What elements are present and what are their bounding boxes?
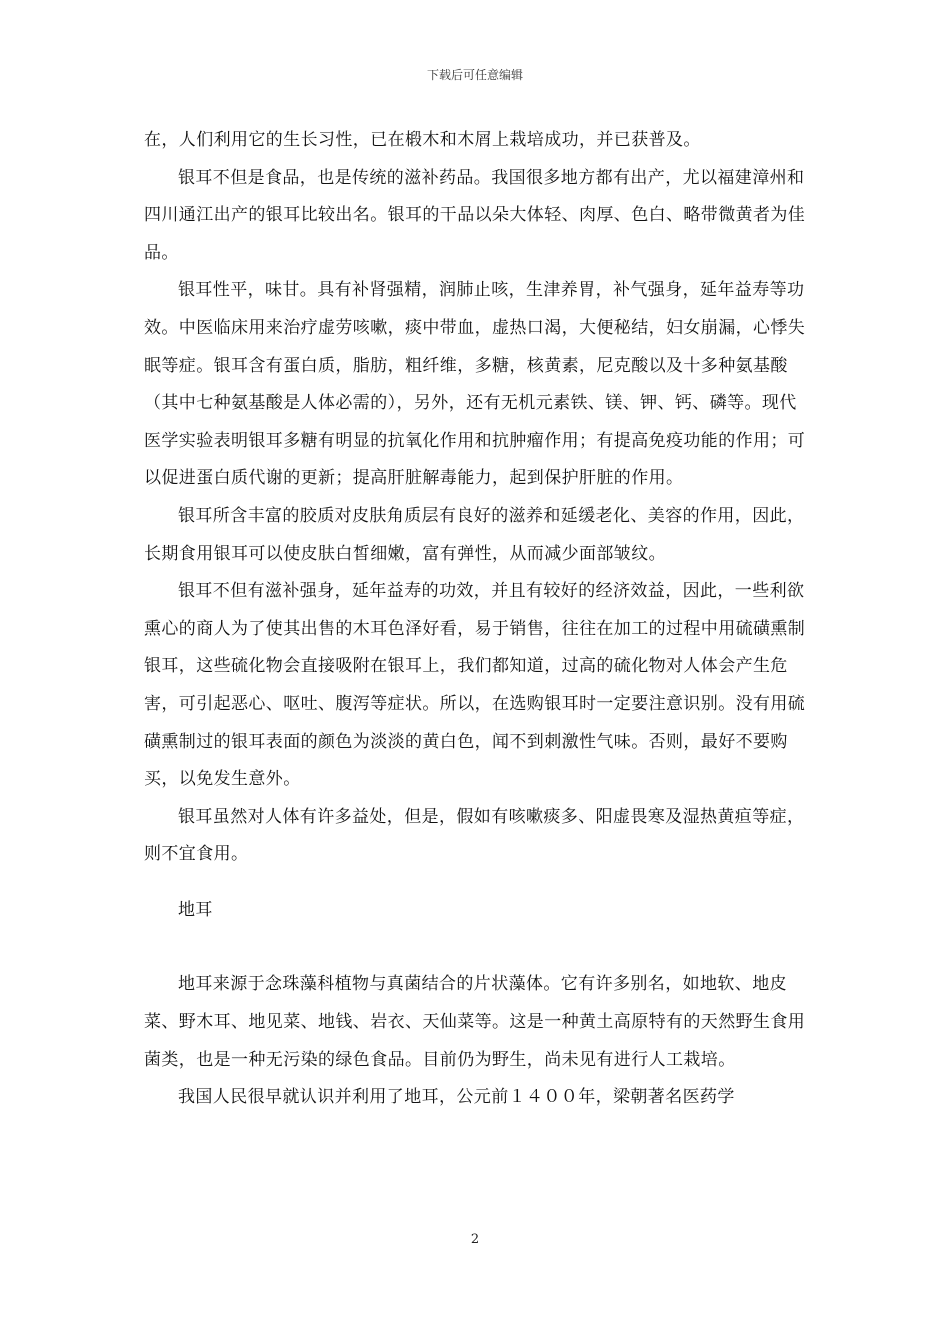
page-number: 2 xyxy=(470,1232,480,1247)
document-body xyxy=(144,122,808,1117)
paragraph-6: 银耳虽然对人体有许多益处，但是，假如有咳嗽痰多、阳虚畏寒及湿热黄疸等症，则不宜食用。 xyxy=(144,806,805,865)
page-header: 下载后可任意编辑 xyxy=(426,68,523,82)
section-heading: 地耳 xyxy=(178,899,213,920)
paragraph-7: 地耳来源于念珠藻科植物与真菌结合的片状藻体。它有许多别名，如地软、地皮菜、野木耳、地见菜、地钱、岩衣、天仙菜等。这是一种黄土高原特有的天然野生食用菌类，也是一种无污染的绿色食品。目前仍为野生，尚未见有进行人工栽培。 xyxy=(144,974,806,1070)
paragraph-5: 银耳不但有滋补强身，延年益寿的功效，并且有较好的经济效益，因此，一些利欲熏心的商人为了使其出售的木耳色泽好看，易于销售，往往在加工的过程中用硫磺熏制银耳，这些硫化物会直接吸附在银耳上，我们都知道，过高的硫化物对人体会产生危害，可引起恶心、呕吐、腹泻等症状。所以，在选购银耳时一定要注意识别。没有用硫磺熏制过的银耳表面的颜色为淡淡的黄白色，闻不到刺激性气味。否则，最好不要购买，以免发生意外。 xyxy=(144,581,806,790)
paragraph-2: 银耳不但是食品，也是传统的滋补药品。我国很多地方都有出产，尤以福建漳州和四川通江出产的银耳比较出名。银耳的干品以朵大体轻、肉厚、色白、略带微黄者为佳品。 xyxy=(144,167,806,263)
paragraph-8: 我国人民很早就认识并利用了地耳，公元前１４００年，梁朝著名医药学 xyxy=(178,1087,735,1108)
paragraph-1: 在，人们利用它的生长习性，已在椴木和木屑上栽培成功，并已获普及。 xyxy=(144,130,701,150)
paragraph-3: 银耳性平，味甘。具有补肾强精，润肺止咳，生津养胃，补气强身，延年益寿等功效。中医临床用来治疗虚劳咳嗽，痰中带血，虚热口渴，大便秘结，妇女崩漏，心悸失眠等症。银耳含有蛋白质，脂肪，粗纤维，多糖，核黄素，尼克酸以及十多种氨基酸（其中七种氨基酸是人体必需的），另外，还有无机元素铁、镁、钾、钙、磷等。现代医学实验表明银耳多糖有明显的抗氧化作用和抗肿瘤作用；有提高免疫功能的作用；可以促进蛋白质代谢的更新；提高肝脏解毒能力，起到保护肝脏的作用。 xyxy=(144,280,806,489)
paragraph-4: 银耳所含丰富的胶质对皮肤角质层有良好的滋养和延缓老化、美容的作用，因此，长期食用银耳可以使皮肤白皙细嫩，富有弹性，从而减少面部皱纹。 xyxy=(144,505,805,564)
